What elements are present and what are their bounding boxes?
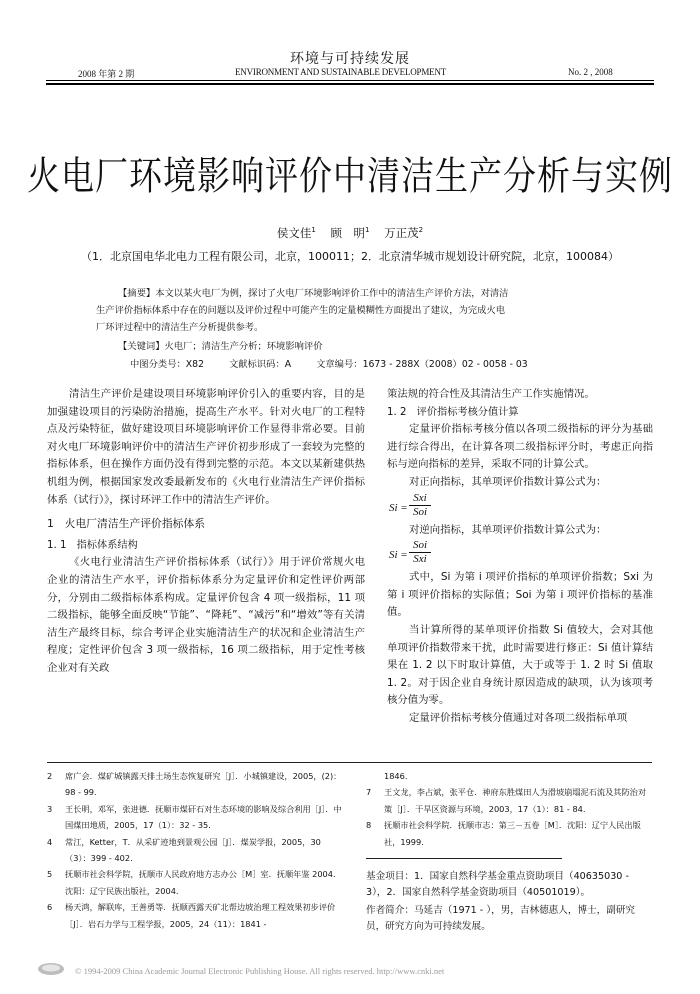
reference-number: 5 bbox=[47, 869, 53, 880]
running-header bbox=[78, 67, 623, 81]
formula-numerator: Sxi bbox=[409, 492, 431, 506]
references-left bbox=[47, 768, 343, 932]
header-rule bbox=[46, 80, 654, 81]
subsection-heading: 1. 2 评价指标考核分值计算 bbox=[387, 406, 519, 418]
header-rule-thick bbox=[46, 83, 654, 85]
left-column bbox=[47, 386, 365, 678]
issue-en: No. 2 , 2008 bbox=[568, 67, 613, 77]
funding-block bbox=[366, 869, 652, 935]
reference-item bbox=[366, 784, 652, 817]
footnote-rule bbox=[47, 762, 652, 763]
journal-en: ENVIRONMENT AND SUSTAINABLE DEVELOPMENT bbox=[235, 67, 447, 77]
section-heading: 1 火电厂清洁生产评价指标体系 bbox=[47, 517, 206, 531]
funding-rule bbox=[366, 858, 562, 859]
reference-text: 王文龙，李占斌，张平仓．神府东胜煤田人为滑坡崩塌泥石流及其防治对策［J］．干旱区资源与环境，2003，17（1）：81 - 84. bbox=[384, 787, 647, 814]
formula-numerator: Soi bbox=[409, 539, 431, 553]
funding-info: 基金项目：1．国家自然科学基金重点资助项目（40635030 - 3），2．国家自然科学基金资助项目（40501019）。 bbox=[366, 871, 629, 899]
author-bio: 作者简介：马延吉（1971 - ），男，吉林德惠人，博士，副研究员，研究方向为可持续发展。 bbox=[366, 905, 636, 933]
clc-number: 中图分类号：X82 bbox=[130, 359, 204, 370]
reference-text: 1846. bbox=[384, 771, 408, 781]
formula-lhs: Si = bbox=[389, 549, 408, 562]
formula-fraction bbox=[409, 539, 431, 566]
reference-number: 3 bbox=[47, 803, 53, 814]
formula-fraction bbox=[409, 492, 431, 519]
abstract-line: 【摘要】本文以某火电厂为例，探讨了火电厂环境影响评价工作中的清洁生产评价方法，对清洁 bbox=[118, 288, 509, 299]
reference-number: 6 bbox=[47, 902, 53, 913]
keywords: 【关键词】火电厂；清洁生产分析；环境影响评价 bbox=[118, 341, 323, 352]
reference-number: 2 bbox=[47, 771, 53, 781]
abstract-line: 厂环评过程中的清洁生产分析提供参考。 bbox=[96, 322, 264, 333]
body-paragraph: 当计算所得的某单项评价指数 Si 值较大，会对其他单项评价指数带来干扰，此时需要进行修正：Si 值计算结果在 1. 2 以下时取计算值，大于或等于 1. 2 时 Si 值取 1. 2。对于因企业自身统计原因造成的缺项，认为该项考核分值为零。 bbox=[387, 623, 653, 707]
paper-title: 火电厂环境影响评价中清洁生产分析与实例 bbox=[27, 152, 673, 199]
author: 万正茂 bbox=[384, 226, 419, 240]
author-list bbox=[0, 225, 700, 241]
right-column bbox=[387, 386, 653, 728]
reference-text: 王长明，邓军，张进德．抚顺市煤矸石对生态环境的影响及综合利用［J］．中国煤田地质，2005，17（1）：32 - 35. bbox=[65, 803, 342, 831]
formula-label: 对正向指标，其单项评价指数计算公式为： bbox=[409, 475, 607, 488]
body-paragraph: 《火电行业清洁生产评价指标体系（试行）》用于评价常规火电企业的清洁生产水平，评价指标体系分为定量评价和定性评价两部分，分别由二级指标体系构成。定量评价包含 4 项一级指标，11 项二级指标，能够全面反映“节能”、“降耗”、“减污”和“增效”等有关清洁生产最终目标，综合考评企业实施清洁生产的状况和企业清洁生产程度；定性评价包含 3 项一级指标，16 项二级指标，用于定性考核企业对有关政 bbox=[47, 556, 365, 674]
reference-text: 席广会．煤矿城镇露天排土场生态恢复研究［J］．小城镇建设，2005，(2)：98 - 99. bbox=[65, 771, 342, 798]
document-code: 文献标识码：A bbox=[228, 359, 292, 370]
cnki-logo-icon bbox=[36, 960, 66, 976]
formula-negative bbox=[387, 539, 653, 569]
reference-text: 杨天鸿，解联库，王善勇等．抚顺西露天矿北帮边坡治理工程效果初步评价［J］．岩石力学与工程学报，2005，24（11）：1841 - bbox=[65, 902, 336, 929]
affiliations: （1．北京国电华北电力工程有限公司，北京，100011；2．北京清华城市规划设计研究院，北京，100084） bbox=[81, 250, 619, 263]
author-sup: 1 bbox=[365, 226, 370, 235]
formula-positive bbox=[387, 492, 653, 522]
author-sup: 2 bbox=[418, 226, 424, 235]
formula-lhs: Si = bbox=[389, 501, 408, 514]
author: 侯文佳 bbox=[276, 226, 312, 240]
reference-text: 常江，Ketter，T．从采矿迹地到景观公园［J］．煤炭学报，2005，30（3）：399 - 402. bbox=[65, 836, 321, 864]
abstract-line: 生产评价指标体系中存在的问题以及评价过程中可能产生的定量模糊性方面提出了建议，为完成火电 bbox=[96, 305, 506, 316]
reference-item bbox=[47, 834, 343, 867]
reference-item bbox=[47, 899, 343, 932]
body-paragraph: 式中，Si 为第 i 项评价指标的单项评价指数；Sxi 为第 i 项评价指标的实际值；Soi 为第 i 项评价指标的基准值。 bbox=[387, 571, 653, 619]
abstract bbox=[96, 285, 604, 336]
author-sup: 1 bbox=[311, 226, 316, 235]
reference-item bbox=[366, 817, 652, 850]
formula-denominator: Sxi bbox=[413, 553, 427, 566]
subsection-heading: 1. 1 指标体系结构 bbox=[47, 539, 138, 551]
issue-cn: 2008 年第 2 期 bbox=[78, 69, 135, 79]
body-paragraph: 定量评价指标考核分值通过对各项二级指标单项 bbox=[409, 711, 628, 724]
formula-denominator: Soi bbox=[412, 505, 428, 518]
reference-text: 抚顺市社会科学院．抚顺市志：第三－五卷［M］．沈阳：辽宁人民出版社，1999. bbox=[384, 820, 641, 847]
copyright-footer: © 1994-2009 China Academic Journal Electronic Publishing House. All rights reserved. http://www.cnki.net bbox=[75, 966, 445, 976]
reference-item bbox=[366, 768, 652, 784]
reference-text: 抚顺市社会科学院，抚顺市人民政府地方志办公［M］室．抚顺年鉴 2004．沈阳：辽宁民族出版社，2004. bbox=[65, 869, 342, 896]
classification-line bbox=[130, 356, 600, 370]
body-paragraph: 定量评价指标考核分值以各项二级指标的评分为基础进行综合得出，在计算各项二级指标评分时，考虑正向指标与逆向指标的差异，采取不同的计算公式。 bbox=[387, 423, 653, 471]
formula-label: 对逆向指标，其单项评价指数计算公式为： bbox=[409, 523, 607, 536]
reference-item bbox=[47, 866, 343, 899]
reference-number: 8 bbox=[366, 820, 372, 831]
reference-number: 4 bbox=[47, 836, 53, 847]
references-right bbox=[366, 768, 652, 937]
body-paragraph: 策法规的符合性及其清洁生产工作实施情况。 bbox=[387, 388, 595, 400]
article-number: 文章编号：1673 - 288X（2008）02 - 0058 - 03 bbox=[316, 359, 528, 370]
journal-title: 环境与可持续发展 bbox=[290, 51, 410, 67]
author: 顾 明 bbox=[330, 226, 366, 240]
reference-item bbox=[47, 768, 343, 801]
intro-paragraph: 清洁生产评价是建设项目环境影响评价引入的重要内容，目的是加强建设项目的污染防治措施，提高生产水平。针对火电厂的工程特点及污染特征，做好建设项目环境影响评价工作显得非常必要。目前对火电厂环境影响评价中的清洁生产评价初步形成了一套较为完整的指标体系，但在操作方面仍没有得到完整的示范。本文以某新建供热机组为例，根据国家发改委最新发布的《火电行业清洁生产评价指标体系（试行）》，探讨环评工作中的清洁生产评价。 bbox=[47, 388, 365, 506]
reference-number: 7 bbox=[366, 787, 372, 798]
reference-item bbox=[47, 801, 343, 834]
